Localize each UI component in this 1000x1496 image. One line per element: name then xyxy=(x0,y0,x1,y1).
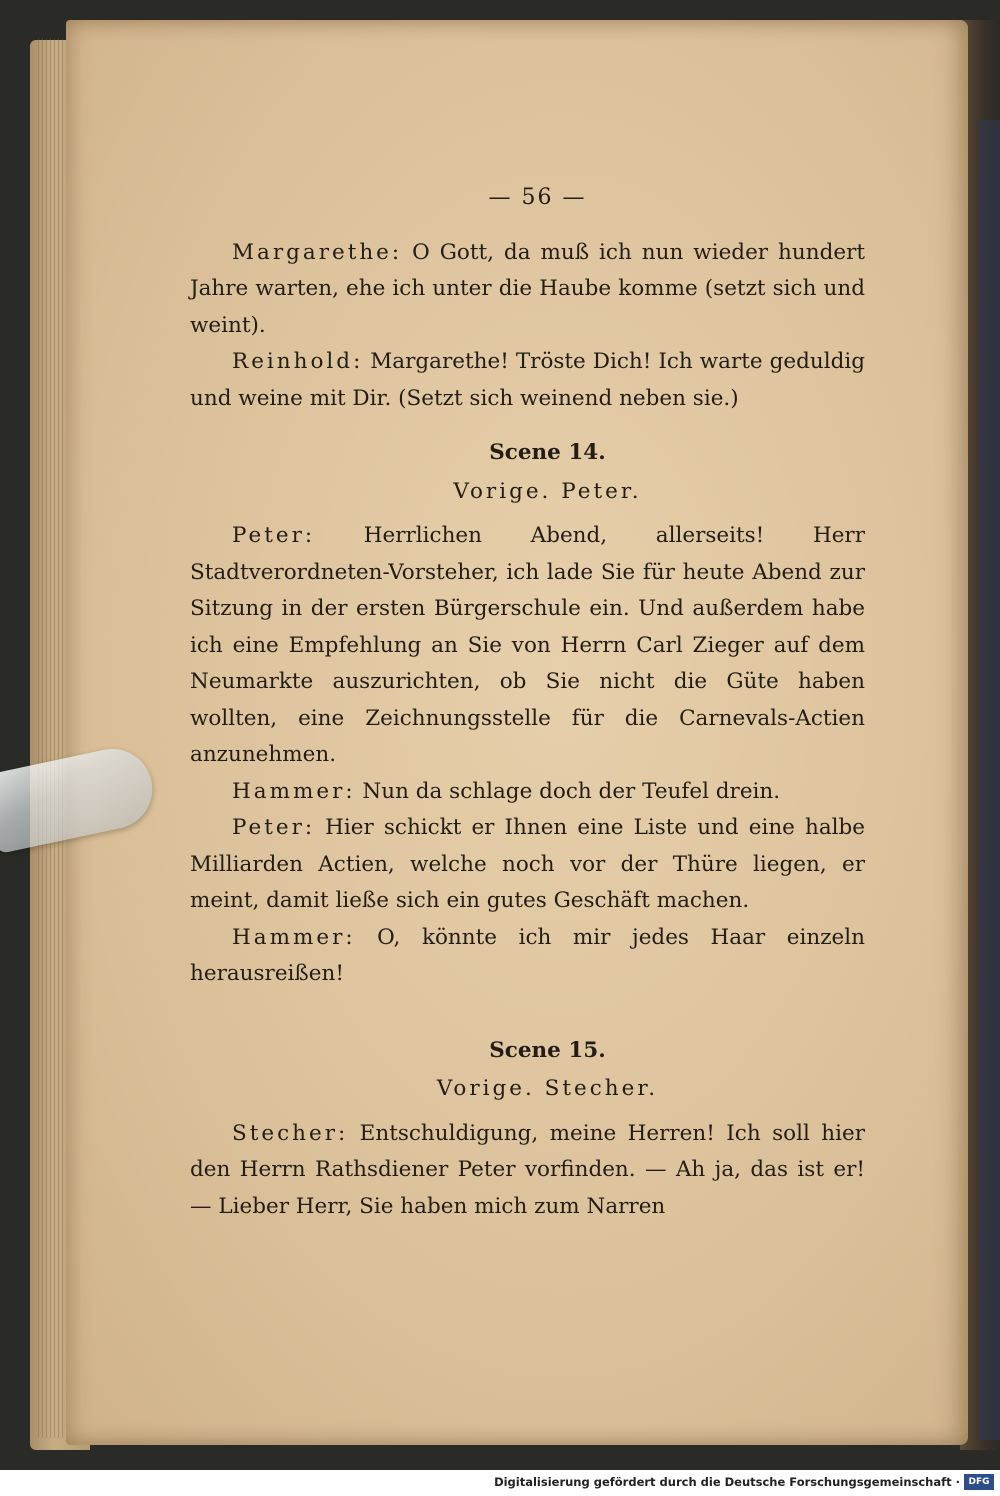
page-number: — 56 — xyxy=(488,185,587,210)
speaker-name: Reinhold: xyxy=(232,349,364,374)
speaker-name: Hammer: xyxy=(232,778,356,804)
speaker-name: Margarethe: xyxy=(232,239,403,265)
dialogue-text: Margarethe! Tröste Dich! Ich warte geduldig und weine mit Dir. (Setzt sich weinend neben sie.) xyxy=(190,349,865,411)
speaker-name: Hammer: xyxy=(232,924,356,950)
scene-15-characters: Vorige. Stecher. xyxy=(436,1076,659,1101)
speaker-name: Stecher: xyxy=(232,1120,349,1146)
dialogue-text: Hier schickt er Ihnen eine Liste und eine halbe Milliarden Actien, welche noch vor der Thüre liegen, er meint, damit ließe sich ein gutes Geschäft machen. xyxy=(190,815,865,913)
dialogue-text: Entschuldigung, meine Herren! Ich soll hier den Herrn Rathsdiener Peter vorfinden. — Ah ja, das ist er! — Lieber Herr, Sie haben mich zum Narren xyxy=(190,1120,865,1219)
scene-14-title: Scene 14. xyxy=(489,440,606,465)
paragraph-peter-2 xyxy=(190,810,865,920)
speaker-name: Peter: xyxy=(232,523,316,548)
paragraph-hammer-2 xyxy=(190,920,865,993)
dialogue-text: Herrlichen Abend, allerseits! Herr Stadtverordneten-Vorsteher, ich lade Sie für heute Abend zur Sitzung in der ersten Bürgerschule ein. Und außerdem habe ich eine Empfehlung an Sie von Herrn Carl Zieger auf dem Neumarkte auszurichten, ob Sie nicht die Güte haben wollten, eine Zeichnungsstelle für die Carnevals-Actien anzunehmen. xyxy=(190,523,865,767)
footer-credit: Digitalisierung gefördert durch die Deutsche Forschungsgemeinschaft · xyxy=(494,1475,960,1489)
dfg-logo-icon: DFG xyxy=(964,1474,994,1490)
dialogue-text: O, könnte ich mir jedes Haar einzeln herausreißen! xyxy=(190,924,865,986)
page-text xyxy=(190,180,865,1225)
speaker-name: Peter: xyxy=(232,815,316,840)
binding-tab xyxy=(978,120,1000,1440)
paragraph-stecher xyxy=(190,1116,865,1226)
dialogue-text: O Gott, da muß ich nun wieder hundert Jahre warten, ehe ich unter die Haube komme (setzt sich und weint). xyxy=(190,239,865,338)
dialogue-text: Nun da schlage doch der Teufel drein. xyxy=(355,778,781,804)
spacer xyxy=(190,993,865,1015)
footer-bar xyxy=(0,1470,1000,1496)
paragraph-hammer-1 xyxy=(190,774,865,811)
paragraph-peter-1 xyxy=(190,518,865,774)
scene-15-title: Scene 15. xyxy=(489,1037,606,1063)
paragraph-margarethe xyxy=(190,235,865,345)
paragraph-reinhold xyxy=(190,344,865,417)
scene-14-characters: Vorige. Peter. xyxy=(453,478,642,504)
